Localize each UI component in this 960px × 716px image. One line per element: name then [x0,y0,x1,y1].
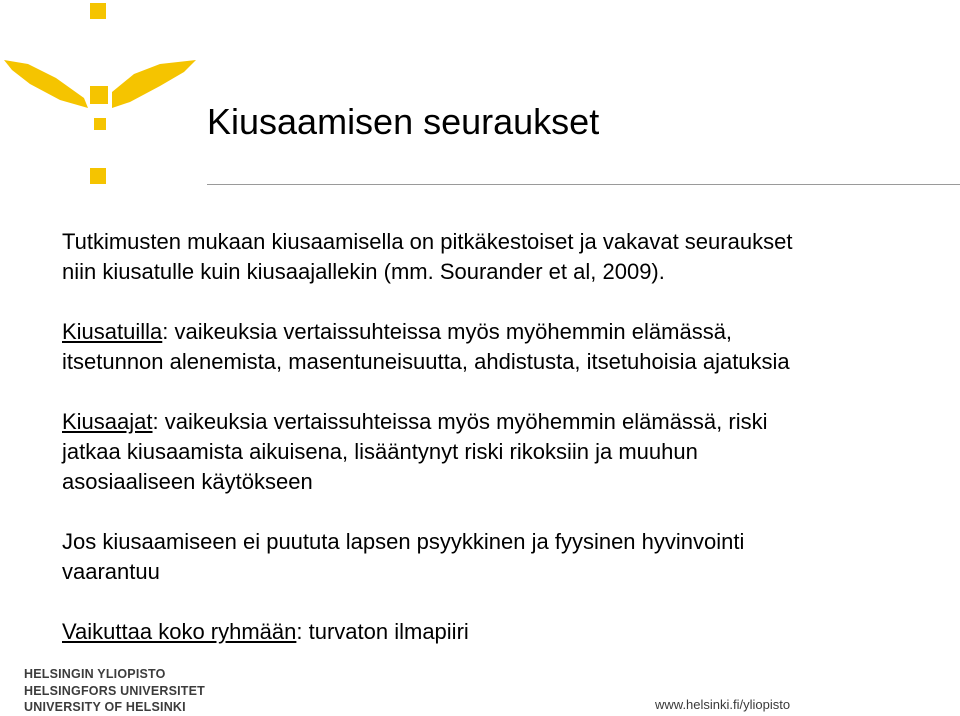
university-name-block [24,666,205,716]
slide-body [62,227,942,647]
paragraph-line: itsetunnon alenemista, masentuneisuutta, ahdistusta, itsetuhoisia ajatuksia [62,349,790,374]
university-name-en: UNIVERSITY OF HELSINKI [24,700,186,714]
slide-title: Kiusaamisen seuraukset [207,101,600,142]
university-name-sv: HELSINGFORS UNIVERSITET [24,683,206,698]
paragraph-bullies [62,407,942,497]
paragraph-intervention [62,527,942,587]
paragraph-research [62,227,942,287]
paragraph-line: Tutkimusten mukaan kiusaamisella on pitkäkestoiset ja vakavat seuraukset [62,229,793,254]
term-bullies: Kiusaajat [62,409,153,434]
helsinki-flame-logo-icon [0,0,200,200]
paragraph-line: : vaikeuksia vertaissuhteissa myös myöhemmin elämässä, riski [152,409,768,434]
paragraph-line: vaarantuu [62,559,160,584]
paragraph-victims [62,317,942,377]
title-divider [207,184,960,185]
paragraph-line: : vaikeuksia vertaissuhteissa myös myöhemmin elämässä, [162,319,733,344]
university-name-fi: HELSINGIN YLIOPISTO [24,667,166,681]
paragraph-line: Jos kiusaamiseen ei puututa lapsen psyykkinen ja fyysinen hyvinvointi [62,529,745,554]
paragraph-line: : turvaton ilmapiiri [296,619,469,644]
paragraph-line: niin kiusatulle kuin kiusaajallekin (mm. Sourander et al, 2009). [62,259,665,284]
footer-url: www.helsinki.fi/yliopisto [655,697,791,712]
paragraph-line: jatkaa kiusaamista aikuisena, lisääntynyt riski rikoksiin ja muuhun [62,439,698,464]
paragraph-line: asosiaaliseen käytökseen [62,469,313,494]
term-victims: Kiusatuilla [62,319,163,344]
term-group: Vaikuttaa koko ryhmään [62,619,297,644]
paragraph-group [62,617,942,647]
